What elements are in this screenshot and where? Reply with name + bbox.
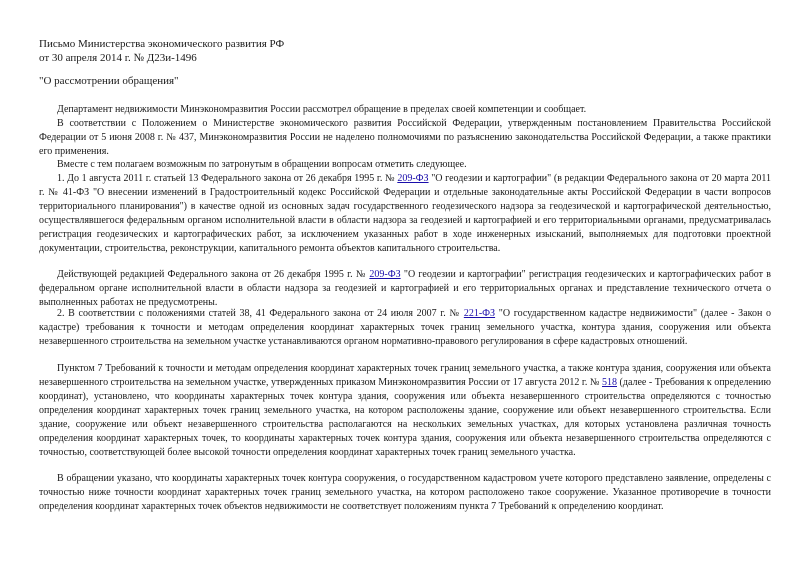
paragraph-text: "О геодезии и картографии" (в редакции Федерального закона от 20 марта 2011 г. № 41-ФЗ "О внесении изменений в Градостроительный кодекс Российской Федерации и отдельные законодательные акты Российской Федерации в части вопросов территориального планирования") в качестве одной из основных задач государственного геодезического надзора за геодезической и картографической деятельностью, осуществлявшегося федеральным органом исполнительной власти в области надзора за геодезией и картографией и его территориальными органами, предусматривалась регистрация геодезических и картографических работ, за исключением указанных работ в ходе инженерных изысканий, выполняемых для подготовки проектной документации, строительства, реконструкции, капитального ремонта объектов капитального строительства. (39, 173, 771, 254)
paragraph-text: "О государственном кадастре недвижимости" (далее - Закон о кадастре) требования к точности и методам определения координат характерных точек границ земельного участка, контура здания, сооружения или объекта незавершенного строительства на земельном участке устанавливаются органом нормативно-правового регулирования в сфере кадастровых отношений. (39, 308, 771, 347)
paragraph-transition (39, 158, 771, 172)
paragraph-text: В обращении указано, что координаты характерных точек контура сооружения, о государственном кадастровом учете которого представлено заявление, определены с точностью ниже точности координат характерных точек границ земельного участка, на котором расположено такое сооружение. Указанное противоречие в точности определения координат характерных точек объектов недвижимости не соответствует положениям пункта 7 Требований к определению координат. (39, 473, 771, 512)
paragraph-text: "О геодезии и картографии" регистрация геодезических и картографических работ в федеральном органе исполнительной власти в области надзора за геодезией и картографией и его территориальных органах и представление технического отчета о выполненных работах не предусмотрены. (39, 269, 771, 308)
paragraph-text: Пунктом 7 Требований к точности и методам определения координат характерных точек границ земельного участка, а также контура здания, сооружения или объекта незавершенного строительства на земельном участке, утвержденных приказом Минэкономразвития России от 17 августа 2012 г. № (39, 363, 771, 388)
paragraph-text: 1. До 1 августа 2011 г. статьей 13 Федерального закона от 26 декабря 1995 г. № (57, 173, 398, 184)
paragraph-point-2 (39, 307, 771, 349)
paragraph-current-edition (39, 268, 771, 310)
paragraph-text: 2. В соответствии с положениями статей 38, 41 Федерального закона от 24 июля 2007 г. № (57, 308, 464, 319)
law-link-221fz[interactable]: 221-ФЗ (463, 308, 496, 319)
document-date-number: от 30 апреля 2014 г. № Д23и-1496 (39, 52, 197, 64)
document-subject: "О рассмотрении обращения" (39, 75, 179, 87)
paragraph-text: Вместе с тем полагаем возможным по затронутым в обращении вопросам отметить следующее. (57, 159, 467, 170)
paragraph-authority (39, 117, 771, 159)
paragraph-text: (далее - Требования к определению координат), установлено, что координаты характерных точек контура здания, сооружения или объекта незавершенного строительства определяются с точностью определения координат характерных точек границ земельного участка, на котором расположены здание, сооружение или объект незавершенного строительства. Если здание, сооружение или объект незавершенного строительства располагаются на нескольких земельных участках, для которых установлена различная точность определения координат характерных точек, то координаты характерных точек контура здания, сооружения или объекта незавершенного строительства определяются с точностью, соответствующей более высокой точности определения координат характерных точек границ земельного участка. (39, 377, 771, 458)
law-link-209fz[interactable]: 209-ФЗ (369, 269, 401, 280)
paragraph-intro (39, 103, 771, 117)
paragraph-text: Департамент недвижимости Минэкономразвития России рассмотрел обращение в пределах своей компетенции и сообщает. (57, 104, 587, 115)
paragraph-point-1 (39, 172, 771, 256)
paragraph-requirements (39, 362, 771, 460)
order-link-518[interactable]: 518 (602, 377, 617, 388)
document-title: Письмо Министерства экономического развития РФ (39, 38, 285, 50)
law-link-209fz[interactable]: 209-ФЗ (397, 173, 429, 184)
paragraph-text: В соответствии с Положением о Министерстве экономического развития Российской Федерации, утвержденным постановлением Правительства Российской Федерации от 5 июня 2008 г. № 437, Минэкономразвития России не наделено полномочиями по разъяснению законодательства Российской Федерации, а также практики его применения. (39, 118, 771, 157)
paragraph-text: Действующей редакцией Федерального закона от 26 декабря 1995 г. № (57, 269, 370, 280)
paragraph-conclusion (39, 472, 771, 514)
